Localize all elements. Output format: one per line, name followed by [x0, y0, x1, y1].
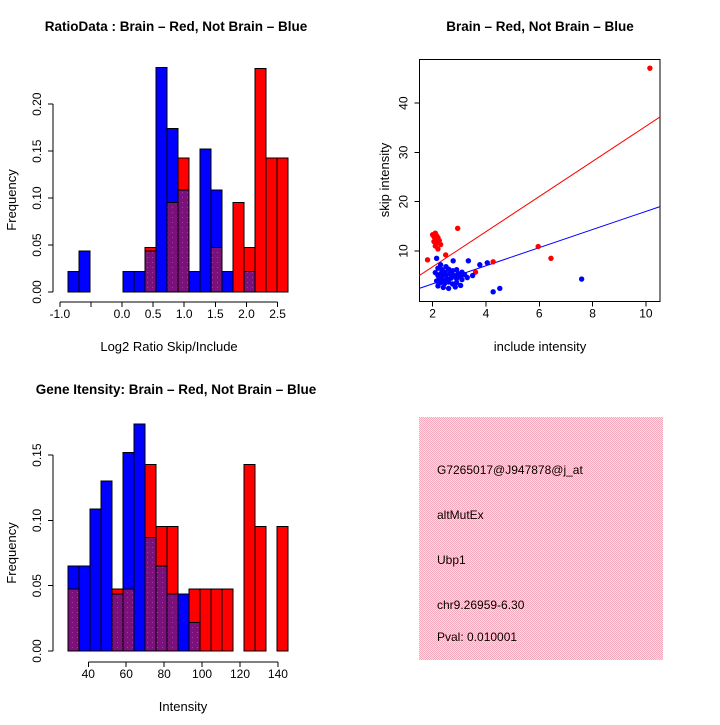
intensity-scatter-point-blue	[466, 258, 471, 263]
ratio-histogram-bar-blue	[68, 272, 79, 292]
ratio-histogram-x-tick-label: 0.5	[144, 307, 162, 321]
intensity-scatter-point-blue	[579, 276, 584, 281]
intensity-scatter-point-red	[443, 252, 448, 257]
intensity-scatter-y-tick-label: 10	[396, 244, 411, 258]
gene-hist-title: Gene Itensity: Brain – Red, Not Brain – Blue	[35, 382, 317, 397]
intensity-scatter-point-blue	[435, 283, 440, 288]
gene-intensity-histogram-bar-blue	[134, 424, 145, 651]
ratio-histogram-bar-red	[233, 203, 244, 292]
intensity-scatter-point-red	[490, 259, 495, 264]
intensity-scatter-point-blue	[450, 258, 455, 263]
ratio-histogram-bar-red	[255, 68, 266, 292]
info-line-pvalue: Pval: 0.010001	[437, 630, 518, 644]
gene-intensity-histogram-y-tick-label: 0.05	[30, 574, 44, 598]
intensity-scatter-x-tick-label: 4	[482, 306, 490, 321]
scatter-title: Brain – Red, Not Brain – Blue	[446, 19, 634, 34]
ratio-histogram-x-tick-label: 2.5	[269, 307, 286, 321]
intensity-scatter-point-blue	[459, 277, 464, 282]
ratio-histogram-y-tick-label: 0.10	[30, 186, 44, 210]
info-panel-background	[419, 417, 663, 660]
intensity-scatter-point-blue	[497, 286, 502, 291]
gene-intensity-histogram-bar-blue	[101, 481, 112, 651]
info-line-event-type: altMutEx	[437, 508, 484, 522]
gene-hist-ylabel: Frequency	[4, 522, 19, 584]
intensity-scatter-plot-box	[419, 59, 660, 301]
intensity-scatter-point-red	[548, 256, 553, 261]
ratio-histogram-bar-overlap	[145, 251, 156, 292]
scatter-xlabel: include intensity	[493, 339, 587, 354]
intensity-scatter-y-tick-label: 30	[396, 145, 411, 160]
gene-intensity-histogram-bar-red	[244, 464, 255, 651]
ratio-histogram-bar-blue	[134, 272, 145, 292]
intensity-scatter-point-blue	[485, 260, 490, 265]
ratio-histogram-x-tick-label: -1.0	[49, 307, 71, 321]
gene-intensity-histogram-bar-overlap	[145, 537, 156, 651]
ratio-histogram-y-tick-label: 0.00	[30, 280, 44, 304]
gene-intensity-histogram-y-tick-label: 0.00	[30, 639, 44, 663]
ratio-histogram-y-tick-label: 0.05	[30, 233, 44, 257]
ratio-hist-xlabel: Log2 Ratio Skip/Include	[100, 339, 238, 354]
ratio-histogram-y-tick-label: 0.20	[30, 92, 44, 116]
gene-intensity-histogram-bar-blue	[79, 566, 90, 651]
gene-intensity-histogram-bar-overlap	[167, 594, 178, 651]
ratio-hist-title: RatioData : Brain – Red, Not Brain – Blue	[44, 19, 308, 34]
ratio-histogram-bar-blue	[123, 272, 134, 292]
intensity-scatter-y-tick-label: 40	[396, 96, 411, 110]
ratio-histogram-bar-blue	[156, 68, 167, 292]
intensity-scatter-brain-fit-line	[419, 117, 660, 276]
gene-intensity-histogram-bar-red	[255, 527, 266, 651]
gene-intensity-histogram-x-tick-label: 100	[192, 667, 213, 681]
ratio-histogram-bar-blue	[189, 272, 200, 292]
info-line-gene-name: Ubp1	[437, 553, 466, 567]
gene-intensity-histogram-bar-red	[211, 589, 222, 651]
intensity-scatter-point-red	[435, 246, 440, 251]
intensity-scatter-point-blue	[465, 275, 470, 280]
intensity-scatter-point-blue	[434, 256, 439, 261]
gene-intensity-histogram-bar-red	[277, 527, 288, 651]
ratio-histogram-x-tick-label: 0.0	[113, 307, 131, 321]
gene-intensity-histogram-y-tick-label: 0.10	[30, 508, 44, 533]
ratio-histogram-x-tick-label: 1.0	[175, 307, 193, 321]
ratio-histogram-x-tick-label: 2.0	[238, 307, 255, 321]
gene-intensity-histogram-bar-overlap	[189, 623, 200, 651]
intensity-scatter-point-red	[425, 257, 430, 262]
ratio-histogram-bar-red	[266, 158, 277, 292]
intensity-scatter-point-blue	[446, 286, 451, 291]
intensity-scatter-point-blue	[470, 273, 475, 278]
gene-intensity-histogram-x-tick-label: 60	[119, 667, 133, 681]
intensity-scatter-x-tick-label: 8	[589, 306, 596, 321]
gene-intensity-histogram-bar-red	[200, 589, 211, 651]
ratio-histogram-bar-blue	[222, 272, 233, 292]
gene-intensity-histogram-y-tick-label: 0.15	[30, 443, 44, 467]
intensity-scatter-y-tick-label: 20	[396, 195, 411, 209]
gene-intensity-histogram-bar-overlap	[123, 589, 134, 651]
scatter-ylabel: skip intensity	[377, 142, 392, 218]
intensity-scatter-point-blue	[458, 283, 463, 288]
ratio-histogram-bar-overlap	[167, 203, 178, 292]
ratio-histogram-bar-overlap	[178, 190, 189, 292]
intensity-scatter-point-blue	[441, 285, 446, 290]
ratio-histogram-bar-blue	[200, 149, 211, 292]
ratio-histogram-y-tick-label: 0.15	[30, 139, 44, 163]
gene-intensity-histogram-bar-red	[222, 589, 233, 651]
ratio-histogram-bar-blue	[79, 251, 90, 292]
intensity-scatter-point-red	[455, 226, 460, 231]
info-line-chromosome-location: chr9.26959-6.30	[437, 598, 525, 612]
gene-intensity-histogram-bar-blue	[178, 594, 189, 651]
info-line-probe-id: G7265017@J947878@j_at	[437, 463, 583, 477]
intensity-scatter-point-red	[647, 65, 652, 70]
ratio-hist-ylabel: Frequency	[4, 169, 19, 231]
gene-intensity-histogram-bar-overlap	[156, 566, 167, 651]
intensity-scatter-point-red	[535, 244, 540, 249]
ratio-histogram-bar-red	[277, 158, 288, 292]
gene-intensity-histogram-bar-blue	[90, 509, 101, 651]
gene-intensity-histogram-bar-overlap	[68, 589, 79, 651]
gene-intensity-histogram-x-tick-label: 80	[157, 667, 171, 681]
gene-intensity-histogram-x-tick-label: 120	[229, 667, 251, 681]
gene-intensity-histogram-bar-overlap	[112, 594, 123, 651]
intensity-scatter-point-blue	[453, 284, 458, 289]
gene-intensity-histogram-x-tick-label: 40	[81, 667, 95, 681]
intensity-scatter-x-tick-label: 2	[429, 306, 436, 321]
gene-intensity-histogram-x-tick-label: 140	[267, 667, 288, 681]
ratio-histogram-bar-overlap	[244, 272, 255, 292]
intensity-scatter-x-tick-label: 6	[535, 306, 543, 321]
intensity-scatter-x-tick-label: 10	[639, 306, 653, 321]
intensity-scatter-point-blue	[477, 262, 482, 267]
gene-hist-xlabel: Intensity	[158, 699, 208, 714]
intensity-scatter-point-blue	[490, 289, 495, 294]
ratio-histogram-bar-overlap	[211, 247, 222, 292]
ratio-histogram-x-tick-label: 1.5	[207, 307, 224, 321]
